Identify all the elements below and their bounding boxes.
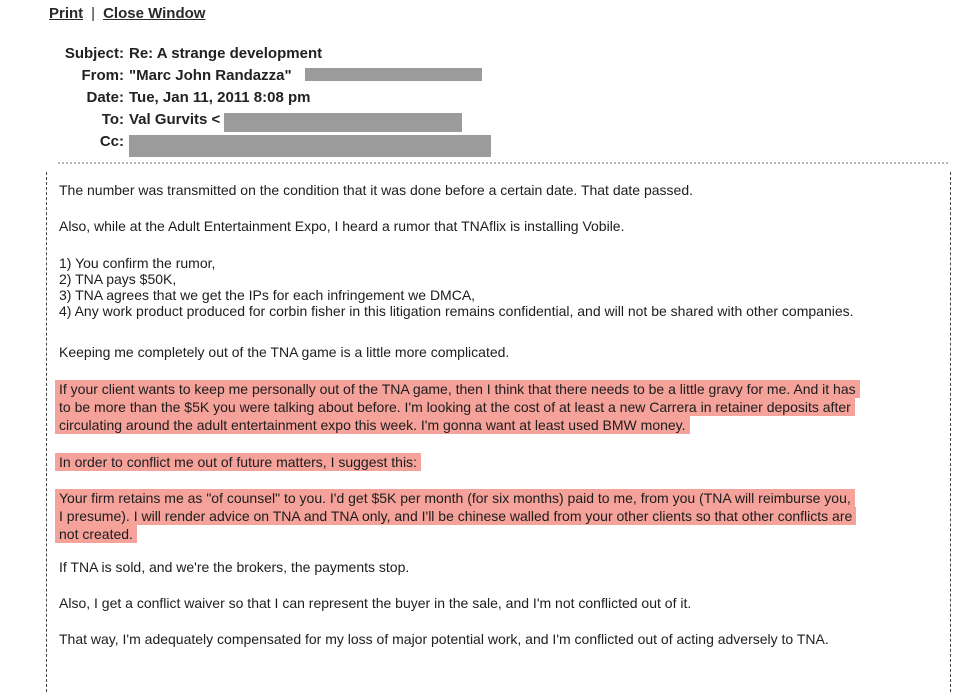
highlight-span: to be more than the $5K you were talking about before. I'm looking at the cost of at least a new Carrera in retainer deposits after (55, 398, 855, 416)
to-value: Val Gurvits < (129, 111, 221, 128)
cc-label: Cc: (99, 133, 124, 150)
body-paragraph: Also, I get a conflict waiver so that I can represent the buyer in the sale, and I'm not conflicted out of it. (59, 595, 692, 611)
highlight-span: Your firm retains me as "of counsel" to you. I'd get $5K per month (for six months) paid to me, from you (TNA will reimburse you, (55, 489, 855, 507)
highlight-span: If your client wants to keep me personally out of the TNA game, then I think that there needs to be a little gravy for me. And it has (55, 380, 860, 398)
message-body (46, 172, 951, 692)
highlighted-line (59, 380, 860, 398)
date-label: Date: (86, 89, 124, 106)
terms-list-item: 4) Any work product produced for corbin fisher in this litigation remains confidential, and will not be shared with other companies. (59, 303, 854, 319)
cc-redaction (129, 135, 491, 157)
highlighted-line (59, 489, 855, 507)
subject-row (0, 45, 970, 67)
body-paragraph: Keeping me completely out of the TNA game is a little more complicated. (59, 344, 510, 360)
close-window-link[interactable]: Close Window (103, 5, 206, 22)
highlight-span: In order to conflict me out of future matters, I suggest this: (55, 453, 421, 471)
highlighted-line (59, 525, 137, 543)
date-row (0, 89, 970, 111)
to-label: To: (101, 111, 124, 128)
highlight-span: circulating around the adult entertainment expo this week. I'm gonna want at least used BMW money. (55, 416, 690, 434)
highlighted-line (59, 453, 421, 471)
highlight-span: not created. (55, 525, 137, 543)
highlighted-line (59, 416, 690, 434)
to-email-redaction (224, 113, 462, 132)
from-row (0, 67, 970, 89)
from-label: From: (81, 67, 124, 84)
to-row (0, 111, 970, 133)
highlighted-line (59, 398, 855, 416)
from-value: "Marc John Randazza" (129, 67, 292, 84)
highlighted-line (59, 507, 856, 525)
from-email-redaction (305, 68, 482, 81)
highlight-span: I presume). I will render advice on TNA and TNA only, and I'll be chinese walled from your other clients so that other conflicts are (55, 507, 856, 525)
body-paragraph: If TNA is sold, and we're the brokers, the payments stop. (59, 559, 410, 575)
print-link[interactable]: Print (49, 5, 84, 22)
subject-label: Subject: (64, 45, 124, 62)
body-top-border (58, 162, 948, 166)
email-toolbar (49, 5, 205, 22)
terms-list-item: 3) TNA agrees that we get the IPs for each infringement we DMCA, (59, 287, 476, 303)
date-value: Tue, Jan 11, 2011 8:08 pm (129, 89, 311, 106)
toolbar-separator: | (91, 5, 96, 22)
body-paragraph: The number was transmitted on the condition that it was done before a certain date. That date passed. (59, 182, 694, 198)
body-paragraph: Also, while at the Adult Entertainment Expo, I heard a rumor that TNAflix is installing Vobile. (59, 218, 625, 234)
terms-list-item: 1) You confirm the rumor, (59, 255, 216, 271)
subject-value: Re: A strange development (129, 45, 323, 62)
terms-list-item: 2) TNA pays $50K, (59, 271, 177, 287)
body-paragraph: That way, I'm adequately compensated for my loss of major potential work, and I'm conflicted out of acting adversely to TNA. (59, 631, 829, 647)
